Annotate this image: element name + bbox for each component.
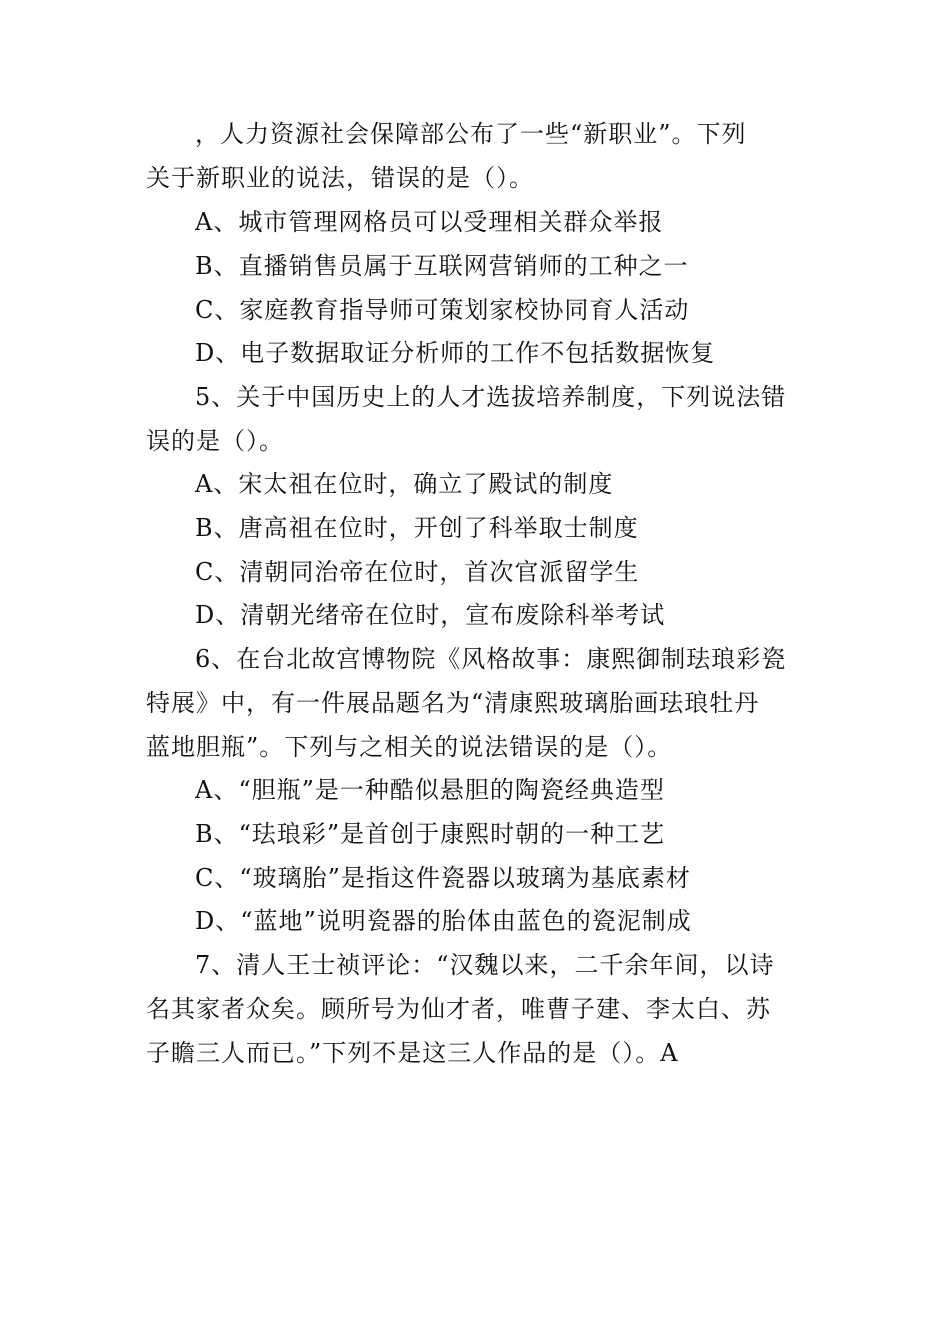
q7-stem-line-1: 7、清人王士祯评论：“汉魏以来，二千余年间，以诗 <box>195 951 775 979</box>
q4-option-a: A、城市管理网格员可以受理相关群众举报 <box>195 208 664 236</box>
q6-stem-line-2: 特展》中，有一件展品题名为“清康熙玻璃胎画珐琅牡丹 <box>146 689 760 717</box>
q6-option-b: B、“珐琅彩”是首创于康熙时朝的一种工艺 <box>195 820 666 848</box>
q5-stem-line-2: 误的是（）。 <box>146 427 284 455</box>
q6-option-d: D、“蓝地”说明瓷器的胎体由蓝色的瓷泥制成 <box>195 907 692 935</box>
q4-stem-line-1: ，人力资源社会保障部公布了一些“新职业”。下列 <box>195 120 747 148</box>
q4-option-c: C、家庭教育指导师可策划家校协同育人活动 <box>195 296 690 324</box>
q4-option-b: B、直播销售员属于互联网营销师的工种之一 <box>195 252 689 280</box>
q7-stem-line-3: 子瞻三人而已。”下列不是这三人作品的是（）。A <box>146 1039 679 1067</box>
q5-option-b: B、唐高祖在位时，开创了科举取士制度 <box>195 514 639 542</box>
q5-option-d: D、清朝光绪帝在位时，宣布废除科举考试 <box>195 601 666 629</box>
q6-stem-line-1: 6、在台北故宫博物院《风格故事：康熙御制珐琅彩瓷 <box>195 645 787 673</box>
q6-option-a: A、“胆瓶”是一种酷似悬胆的陶瓷经典造型 <box>195 776 665 804</box>
q4-option-d: D、电子数据取证分析师的工作不包括数据恢复 <box>195 339 716 367</box>
q6-stem-line-3: 蓝地胆瓶”。下列与之相关的说法错误的是（）。 <box>146 733 673 761</box>
q7-stem-line-2: 名其家者众矣。顾所号为仙才者，唯曹子建、李太白、苏 <box>146 995 771 1023</box>
q5-option-a: A、宋太祖在位时，确立了殿试的制度 <box>195 470 614 498</box>
q6-option-c: C、“玻璃胎”是指这件瓷器以玻璃为基底素材 <box>195 864 691 892</box>
q5-option-c: C、清朝同治帝在位时，首次官派留学生 <box>195 558 640 586</box>
q4-stem-line-2: 关于新职业的说法，错误的是（）。 <box>146 164 534 192</box>
q5-stem-line-1: 5、关于中国历史上的人才选拔培养制度，下列说法错 <box>195 383 787 411</box>
